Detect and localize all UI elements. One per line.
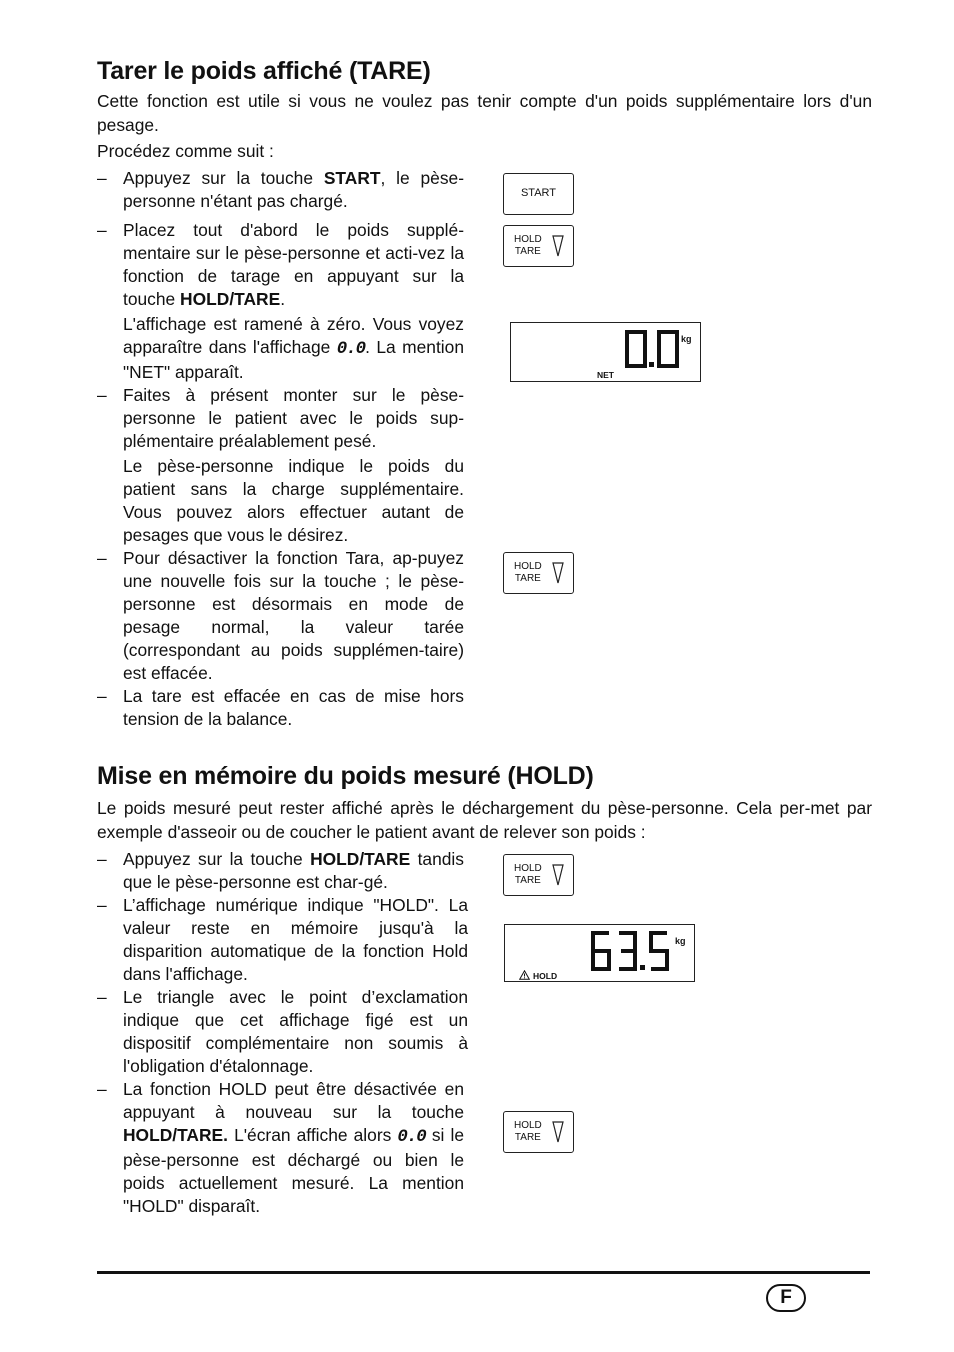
hold-tare-button[interactable] [503,854,574,896]
hold-tare-label: HOLD TARE [514,1120,542,1143]
list-item-sub: Le pèse-personne indique le poids du patient sans la charge supplémentaire. Vous pouvez alors effectuer autant de pesages que vous le désirez. [123,456,464,545]
net-display-unit: kg [681,334,692,344]
hold-indicator: HOLD [533,971,558,981]
language-badge: F [766,1284,806,1312]
list-item: – Pour désactiver la fonction Tara, ap-puyez une nouvelle fois sur la touche ; le pèse-personne est désormais en mode de pesage normal, la valeur tarée (correspondant au poids supplémen-taire) est effacée. [97,547,464,685]
list-item: – Le triangle avec le point d’exclamation indique que cet affichage figé est un dispositif complémentaire non soumis à l'obligation d'étalonnage. [97,986,468,1078]
hold-tare-label: HOLD TARE [514,234,542,257]
list-item: – Appuyez sur la touche START, le pèse-personne n'étant pas chargé. [97,167,464,213]
warning-triangle-icon [519,970,530,980]
segment-zero-value: 0.0 [397,1128,426,1147]
hold-tare-button[interactable] [503,225,574,267]
footer-rule [97,1271,870,1274]
list-item-sub: L'affichage est ramené à zéro. Vous voyez apparaître dans l'affichage 0.0. La mention "NET" apparaît. [123,314,464,382]
net-indicator: NET [597,370,614,380]
list-item: – L’affichage numérique indique "HOLD". La valeur reste en mémoire jusqu'à la disparition automatique de la fonction Hold dans l'affichage. [97,894,468,986]
hold-display [504,924,695,982]
hold-display-unit: kg [675,936,686,946]
triangle-down-icon [552,1119,564,1145]
list-item: – Appuyez sur la touche HOLD/TARE tandis que le pèse-personne est char-gé. [97,848,468,894]
net-display-digits [623,328,683,370]
triangle-down-icon [552,233,564,259]
tare-procedure: Procédez comme suit : [97,141,274,161]
start-button[interactable] [503,173,574,215]
tare-intro: Cette fonction est utile si vous ne voulez pas tenir compte d'un poids supplémentaire lors d'un pesage. [97,91,872,135]
list-item: – La tare est effacée en cas de mise hors tension de la balance. [97,685,464,731]
hold-intro: Le poids mesuré peut rester affiché après le déchargement du pèse-personne. Cela per-met par exemple d'asseoir ou de coucher le patient avant de relever son poids : [97,798,872,842]
hold-display-digits [589,929,675,973]
list-item: – Placez tout d'abord le poids supplé-mentaire sur le pèse-personne et acti-vez la fonction de tarage en appuyant sur la touche HOLD/TARE. [97,219,464,311]
list-item: – Faites à présent monter sur le pèse-personne le patient avec le poids sup-plémentaire préalablement pesé. [97,384,464,453]
hold-heading: Mise en mémoire du poids mesuré (HOLD) [97,762,594,790]
hold-steps [97,848,468,1218]
tare-steps [97,167,464,731]
tare-heading: Tarer le poids affiché (TARE) [97,57,431,85]
triangle-down-icon [552,862,564,888]
net-display [510,322,701,382]
list-item: – La fonction HOLD peut être désactivée en appuyant à nouveau sur la touche HOLD/TARE. L'écran affiche alors 0.0 si le pèse-personne est déchargé ou bien le poids actuellement mesuré. La mention "HOLD" disparaît. [97,1078,468,1218]
start-button-label: START [520,187,557,199]
hold-tare-button[interactable] [503,1111,574,1153]
triangle-down-icon [552,560,564,586]
segment-zero-value: 0.0 [336,340,366,359]
hold-tare-label: HOLD TARE [514,863,542,886]
hold-tare-button[interactable] [503,552,574,594]
hold-tare-label: HOLD TARE [514,561,542,584]
